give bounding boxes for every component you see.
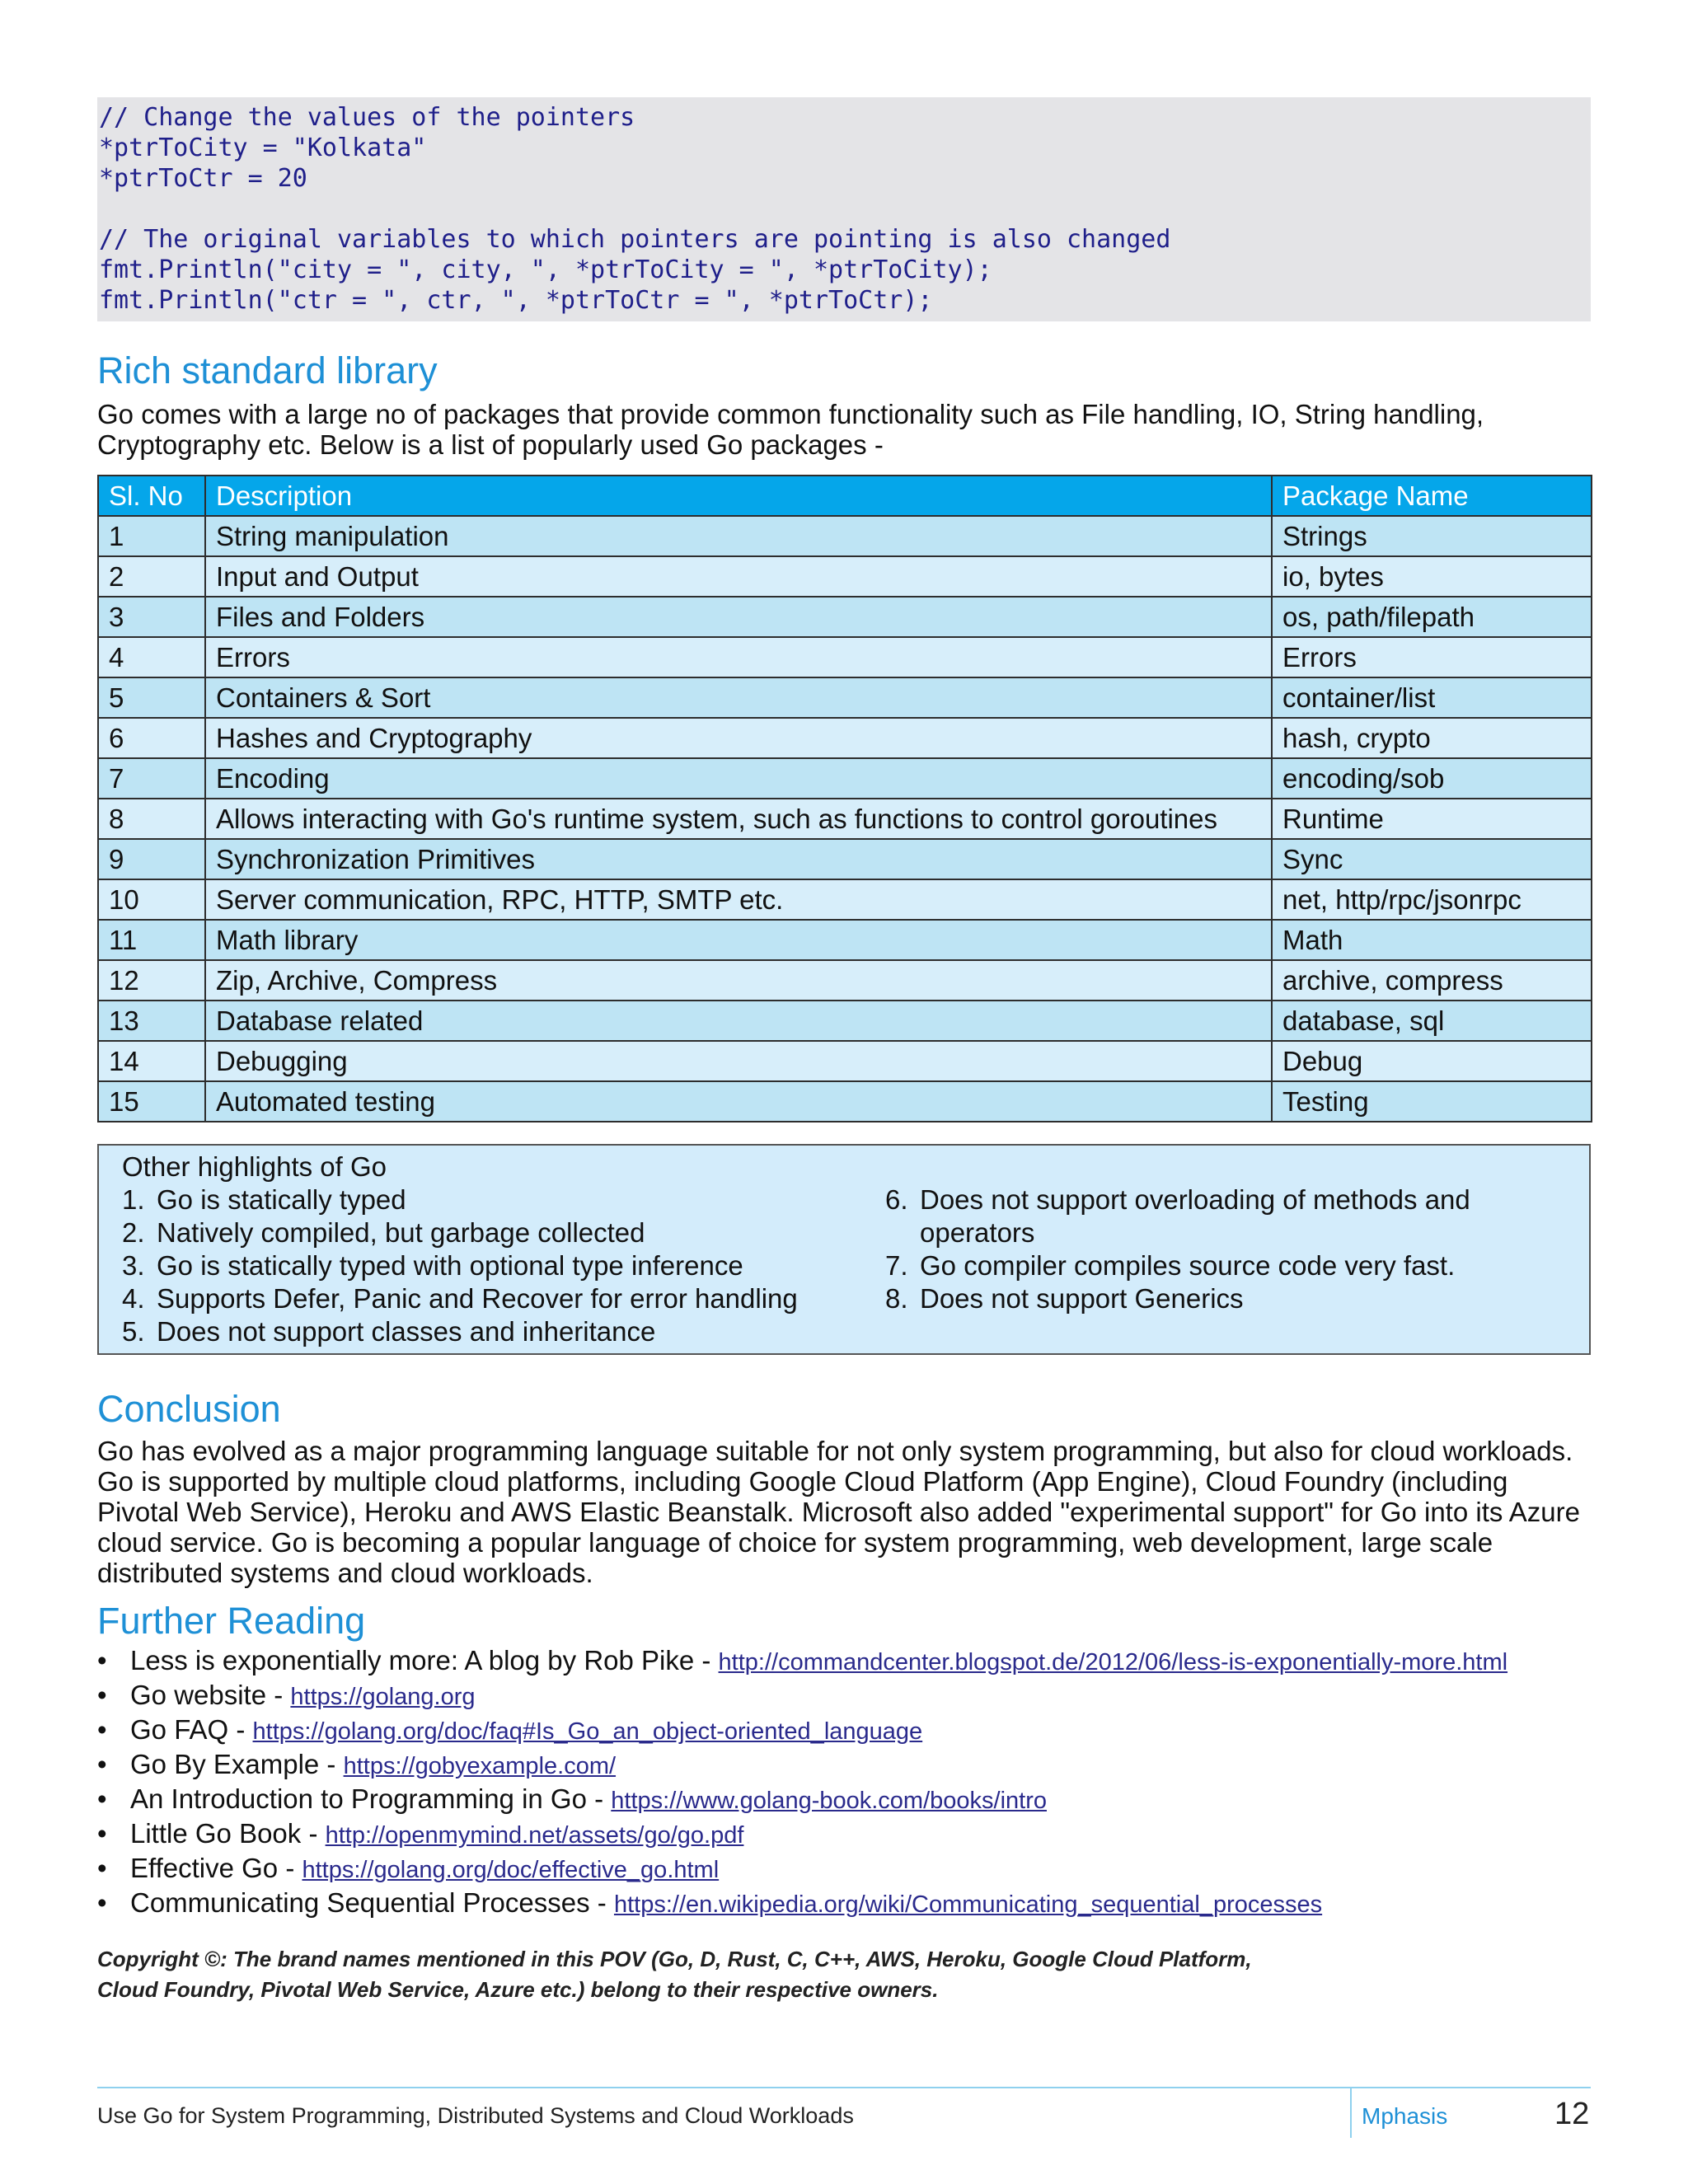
package-name-cell: Runtime	[1272, 799, 1592, 839]
reading-label: Go website -	[130, 1680, 291, 1710]
bullet-icon: •	[97, 1749, 107, 1779]
table-row	[98, 597, 1592, 637]
highlight-text: Supports Defer, Panic and Recover for error handling	[157, 1283, 798, 1314]
highlight-text: Does not support overloading of methods and operators	[920, 1184, 1470, 1248]
description-cell: Errors	[205, 637, 1272, 677]
highlight-number: 4.	[122, 1283, 145, 1314]
reading-label: Go By Example -	[130, 1749, 344, 1779]
table-row	[98, 677, 1592, 718]
description-cell: Math library	[205, 920, 1272, 960]
row-number-cell: 6	[98, 718, 205, 758]
table-row	[98, 1001, 1592, 1041]
highlight-text: Go is statically typed	[157, 1184, 406, 1215]
reading-link[interactable]: https://golang.org/doc/effective_go.html	[302, 1857, 720, 1883]
reading-link[interactable]: https://www.golang-book.com/books/intro	[611, 1788, 1047, 1814]
table-row	[98, 758, 1592, 799]
description-cell: Input and Output	[205, 556, 1272, 597]
table-row	[98, 799, 1592, 839]
highlight-item	[885, 1249, 1561, 1282]
highlight-number: 3.	[122, 1250, 145, 1281]
column-header: Sl. No	[98, 476, 205, 516]
package-name-cell: net, http/rpc/jsonrpc	[1272, 879, 1592, 920]
bullet-icon: •	[97, 1645, 107, 1675]
row-number-cell: 7	[98, 758, 205, 799]
row-number-cell: 5	[98, 677, 205, 718]
reading-link[interactable]: https://golang.org/doc/faq#Is_Go_an_object-oriented_language	[252, 1718, 923, 1745]
description-cell: String manipulation	[205, 516, 1272, 556]
reading-item	[97, 1886, 1591, 1921]
section-heading-library: Rich standard library	[97, 349, 438, 391]
description-cell: Server communication, RPC, HTTP, SMTP etc.	[205, 879, 1272, 920]
bullet-icon: •	[97, 1853, 107, 1883]
section-heading-reading: Further Reading	[97, 1600, 366, 1642]
column-header: Package Name	[1272, 476, 1592, 516]
table-row	[98, 879, 1592, 920]
reading-label: An Introduction to Programming in Go -	[130, 1783, 612, 1814]
row-number-cell: 1	[98, 516, 205, 556]
row-number-cell: 3	[98, 597, 205, 637]
highlight-text: Does not support classes and inheritance	[157, 1316, 656, 1347]
highlight-item	[885, 1183, 1561, 1249]
table-row	[98, 1041, 1592, 1081]
highlight-text: Does not support Generics	[920, 1283, 1244, 1314]
highlight-item	[885, 1282, 1561, 1315]
copyright-line: Cloud Foundry, Pivotal Web Service, Azure etc.) belong to their respective owners.	[97, 1977, 939, 2002]
highlight-item	[122, 1282, 798, 1315]
reading-link[interactable]: https://gobyexample.com/	[343, 1753, 617, 1779]
packages-table	[97, 475, 1592, 1122]
reading-item	[97, 1748, 1591, 1783]
reading-label: Little Go Book -	[130, 1818, 326, 1849]
copyright-line: Copyright ©: The brand names mentioned in this POV (Go, D, Rust, C, C++, AWS, Heroku, Google Cloud Platform,	[97, 1947, 1252, 1971]
section-heading-conclusion: Conclusion	[97, 1388, 281, 1430]
description-cell: Debugging	[205, 1041, 1272, 1081]
row-number-cell: 9	[98, 839, 205, 879]
description-cell: Automated testing	[205, 1081, 1272, 1122]
row-number-cell: 4	[98, 637, 205, 677]
reading-item	[97, 1644, 1591, 1679]
bullet-icon: •	[97, 1714, 107, 1745]
highlight-item	[122, 1315, 798, 1348]
reading-label: Less is exponentially more: A blog by Rob Pike -	[130, 1645, 719, 1675]
highlights-left-column	[122, 1183, 798, 1348]
highlight-text: Go compiler compiles source code very fast.	[920, 1250, 1456, 1281]
footer-divider	[1350, 2088, 1352, 2138]
highlight-number: 5.	[122, 1316, 145, 1347]
package-name-cell: Math	[1272, 920, 1592, 960]
description-cell: Synchronization Primitives	[205, 839, 1272, 879]
table-row	[98, 1081, 1592, 1122]
page-content	[97, 97, 1591, 2005]
reading-item	[97, 1783, 1591, 1817]
highlight-number: 1.	[122, 1184, 145, 1215]
reading-label: Communicating Sequential Processes -	[130, 1887, 614, 1918]
row-number-cell: 14	[98, 1041, 205, 1081]
description-cell: Database related	[205, 1001, 1272, 1041]
code-line: // Change the values of the pointers	[99, 103, 635, 132]
reading-item	[97, 1679, 1591, 1713]
package-name-cell: Debug	[1272, 1041, 1592, 1081]
highlight-item	[122, 1183, 798, 1216]
reading-label: Go FAQ -	[130, 1714, 253, 1745]
description-cell: Files and Folders	[205, 597, 1272, 637]
table-row	[98, 920, 1592, 960]
code-line: *ptrToCtr = 20	[99, 164, 307, 193]
row-number-cell: 15	[98, 1081, 205, 1122]
row-number-cell: 8	[98, 799, 205, 839]
reading-link[interactable]: http://openmymind.net/assets/go/go.pdf	[325, 1822, 744, 1849]
footer-brand: Mphasis	[1362, 2103, 1448, 2129]
page-footer	[97, 2087, 1591, 2138]
description-cell: Zip, Archive, Compress	[205, 960, 1272, 1001]
reading-item	[97, 1817, 1591, 1852]
footer-document-title: Use Go for System Programming, Distributed Systems and Cloud Workloads	[97, 2103, 854, 2128]
description-cell: Hashes and Cryptography	[205, 718, 1272, 758]
copyright-notice	[97, 1944, 1591, 2005]
highlights-title: Other highlights of Go	[122, 1151, 387, 1182]
reading-item	[97, 1852, 1591, 1886]
package-name-cell: io, bytes	[1272, 556, 1592, 597]
highlights-right-column	[885, 1183, 1561, 1315]
code-line: // The original variables to which pointers are pointing is also changed	[99, 225, 1171, 254]
reading-list	[97, 1644, 1591, 1921]
table-row	[98, 718, 1592, 758]
table-header-row	[98, 476, 1592, 516]
package-name-cell: Sync	[1272, 839, 1592, 879]
package-name-cell: encoding/sob	[1272, 758, 1592, 799]
bullet-icon: •	[97, 1818, 107, 1849]
package-name-cell: archive, compress	[1272, 960, 1592, 1001]
row-number-cell: 13	[98, 1001, 205, 1041]
table-row	[98, 556, 1592, 597]
reading-link[interactable]: https://golang.org	[290, 1684, 476, 1710]
code-block	[97, 97, 1591, 321]
highlight-number: 2.	[122, 1217, 145, 1248]
row-number-cell: 11	[98, 920, 205, 960]
row-number-cell: 10	[98, 879, 205, 920]
code-line: fmt.Println("ctr = ", ctr, ", *ptrToCtr = ", *ptrToCtr);	[99, 286, 933, 315]
description-cell: Encoding	[205, 758, 1272, 799]
highlight-item	[122, 1216, 798, 1249]
table-row	[98, 516, 1592, 556]
package-name-cell: hash, crypto	[1272, 718, 1592, 758]
highlights-box	[97, 1144, 1591, 1355]
description-cell: Allows interacting with Go's runtime system, such as functions to control goroutines	[205, 799, 1272, 839]
table-row	[98, 839, 1592, 879]
reading-link[interactable]: https://en.wikipedia.org/wiki/Communicating_sequential_processes	[613, 1891, 1323, 1918]
package-name-cell: os, path/filepath	[1272, 597, 1592, 637]
reading-item	[97, 1713, 1591, 1748]
description-cell: Containers & Sort	[205, 677, 1272, 718]
highlight-number: 6.	[885, 1184, 908, 1215]
library-intro: Go comes with a large no of packages that provide common functionality such as File handling, IO, String handling, Cryptography etc. Below is a list of popularly used Go packages -	[97, 399, 1484, 460]
code-line: fmt.Println("city = ", city, ", *ptrToCity = ", *ptrToCity);	[99, 255, 992, 284]
bullet-icon: •	[97, 1887, 107, 1918]
conclusion-body: Go has evolved as a major programming language suitable for not only system programming, but also for cloud workloads. Go is supported by multiple cloud platforms, including Google Cloud Platform (App Engine), Cloud Foundry (including Pivotal Web Service), Heroku and AWS Elastic Beanstalk. Microsoft also added "experimental support" for Go into its Azure cloud service. Go is becoming a popular language of choice for system programming, web development, large scale distributed systems and cloud workloads.	[97, 1436, 1580, 1588]
code-line	[99, 194, 1591, 224]
package-name-cell: container/list	[1272, 677, 1592, 718]
package-name-cell: Strings	[1272, 516, 1592, 556]
highlight-item	[122, 1249, 798, 1282]
package-name-cell: database, sql	[1272, 1001, 1592, 1041]
package-name-cell: Testing	[1272, 1081, 1592, 1122]
highlight-text: Go is statically typed with optional type inference	[157, 1250, 743, 1281]
page-number: 12	[1554, 2097, 1590, 2131]
table-row	[98, 960, 1592, 1001]
code-line: *ptrToCity = "Kolkata"	[99, 134, 427, 162]
bullet-icon: •	[97, 1783, 107, 1814]
reading-label: Effective Go -	[130, 1853, 302, 1883]
package-name-cell: Errors	[1272, 637, 1592, 677]
column-header: Description	[205, 476, 1272, 516]
highlight-number: 8.	[885, 1283, 908, 1314]
reading-link[interactable]: http://commandcenter.blogspot.de/2012/06/less-is-exponentially-more.html	[718, 1649, 1508, 1675]
highlight-text: Natively compiled, but garbage collected	[157, 1217, 645, 1248]
highlight-number: 7.	[885, 1250, 908, 1281]
row-number-cell: 12	[98, 960, 205, 1001]
table-row	[98, 637, 1592, 677]
row-number-cell: 2	[98, 556, 205, 597]
bullet-icon: •	[97, 1680, 107, 1710]
